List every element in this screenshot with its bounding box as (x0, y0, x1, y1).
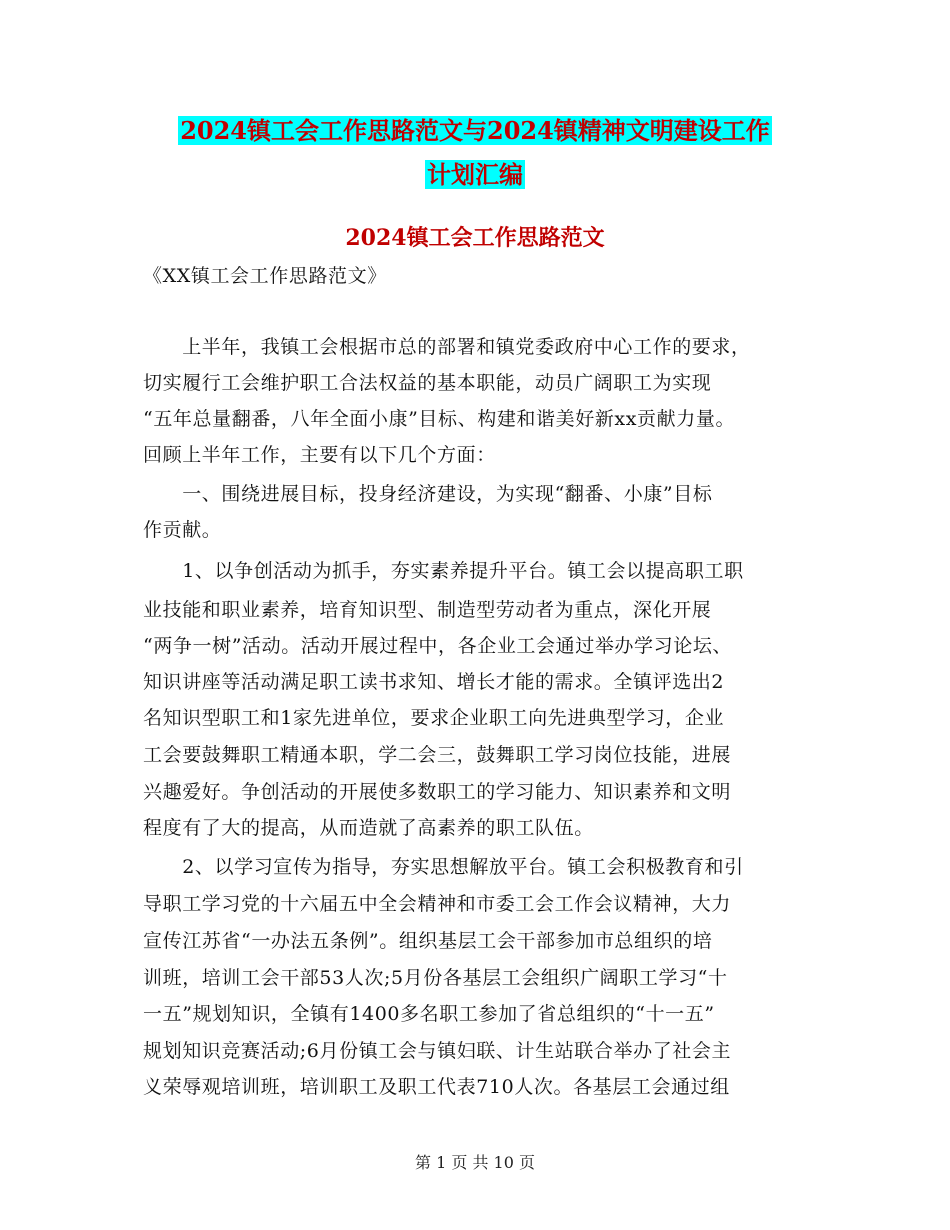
body-line: 训班，培训工会干部53人次;5月份各基层工会组织广阔职工学习“十 (143, 967, 728, 989)
body-line: “两争一树”活动。活动开展过程中，各企业工会通过举办学习论坛、 (143, 635, 733, 657)
body-line: 作贡献。 (143, 519, 222, 541)
body-line: 切实履行工会维护职工合法权益的基本职能，动员广阔职工为实现 (143, 372, 712, 394)
body-line: “五年总量翻番，八年全面小康”目标、构建和谐美好新xx贡献力量。 (143, 408, 736, 430)
body-line: 规划知识竞赛活动;6月份镇工会与镇妇联、计生站联合举办了社会主 (143, 1040, 732, 1062)
page-number: 第 1 页 共 10 页 (415, 1153, 535, 1172)
body-line: 上半年，我镇工会根据市总的部署和镇党委政府中心工作的要求， (143, 336, 751, 358)
body-line: 回顾上半年工作，主要有以下几个方面： (143, 444, 496, 466)
document-title-line1 (0, 113, 950, 149)
document-title-line2 (0, 157, 950, 193)
body-line: 程度有了大的提高，从而造就了高素养的职工队伍。 (143, 817, 594, 839)
title-highlight: 2024镇工会工作思路范文与2024镇精神文明建设工作 (180, 116, 770, 145)
body-line: 义荣辱观培训班，培训职工及职工代表710人次。各基层工会通过组 (143, 1076, 730, 1098)
body-line: 工会要鼓舞职工精通本职，学二会三，鼓舞职工学习岗位技能，进展 (143, 744, 732, 766)
body-line: 名知识型职工和1家先进单位，要求企业职工向先进典型学习，企业 (143, 707, 725, 729)
body-line: 导职工学习党的十六届五中全会精神和市委工会工作会议精神，大力 (143, 893, 732, 915)
title-highlight: 计划汇编 (427, 160, 523, 189)
body-line: 业技能和职业素养，培育知识型、制造型劳动者为重点，深化开展 (143, 599, 712, 621)
body-line: 一、围绕进展目标，投身经济建设，为实现“翻番、小康”目标 (143, 483, 713, 505)
body-line: 宣传江苏省“一办法五条例”。组织基层工会干部参加市总组织的培 (143, 930, 713, 952)
body-line: 一五”规划知识，全镇有1400多名职工参加了省总组织的“十一五” (143, 1003, 715, 1025)
section-title: 2024镇工会工作思路范文 (345, 225, 605, 251)
body-line: 知识讲座等活动满足职工读书求知、增长才能的需求。全镇评选出2 (143, 671, 725, 693)
body-line: 《XX镇工会工作思路范文》 (143, 265, 387, 287)
body-line: 2、以学习宣传为指导，夯实思想解放平台。镇工会积极教育和引 (143, 856, 744, 878)
body-line: 兴趣爱好。争创活动的开展使多数职工的学习能力、知识素养和文明 (143, 781, 732, 803)
body-line: 1、以争创活动为抓手，夯实素养提升平台。镇工会以提高职工职 (143, 560, 744, 582)
